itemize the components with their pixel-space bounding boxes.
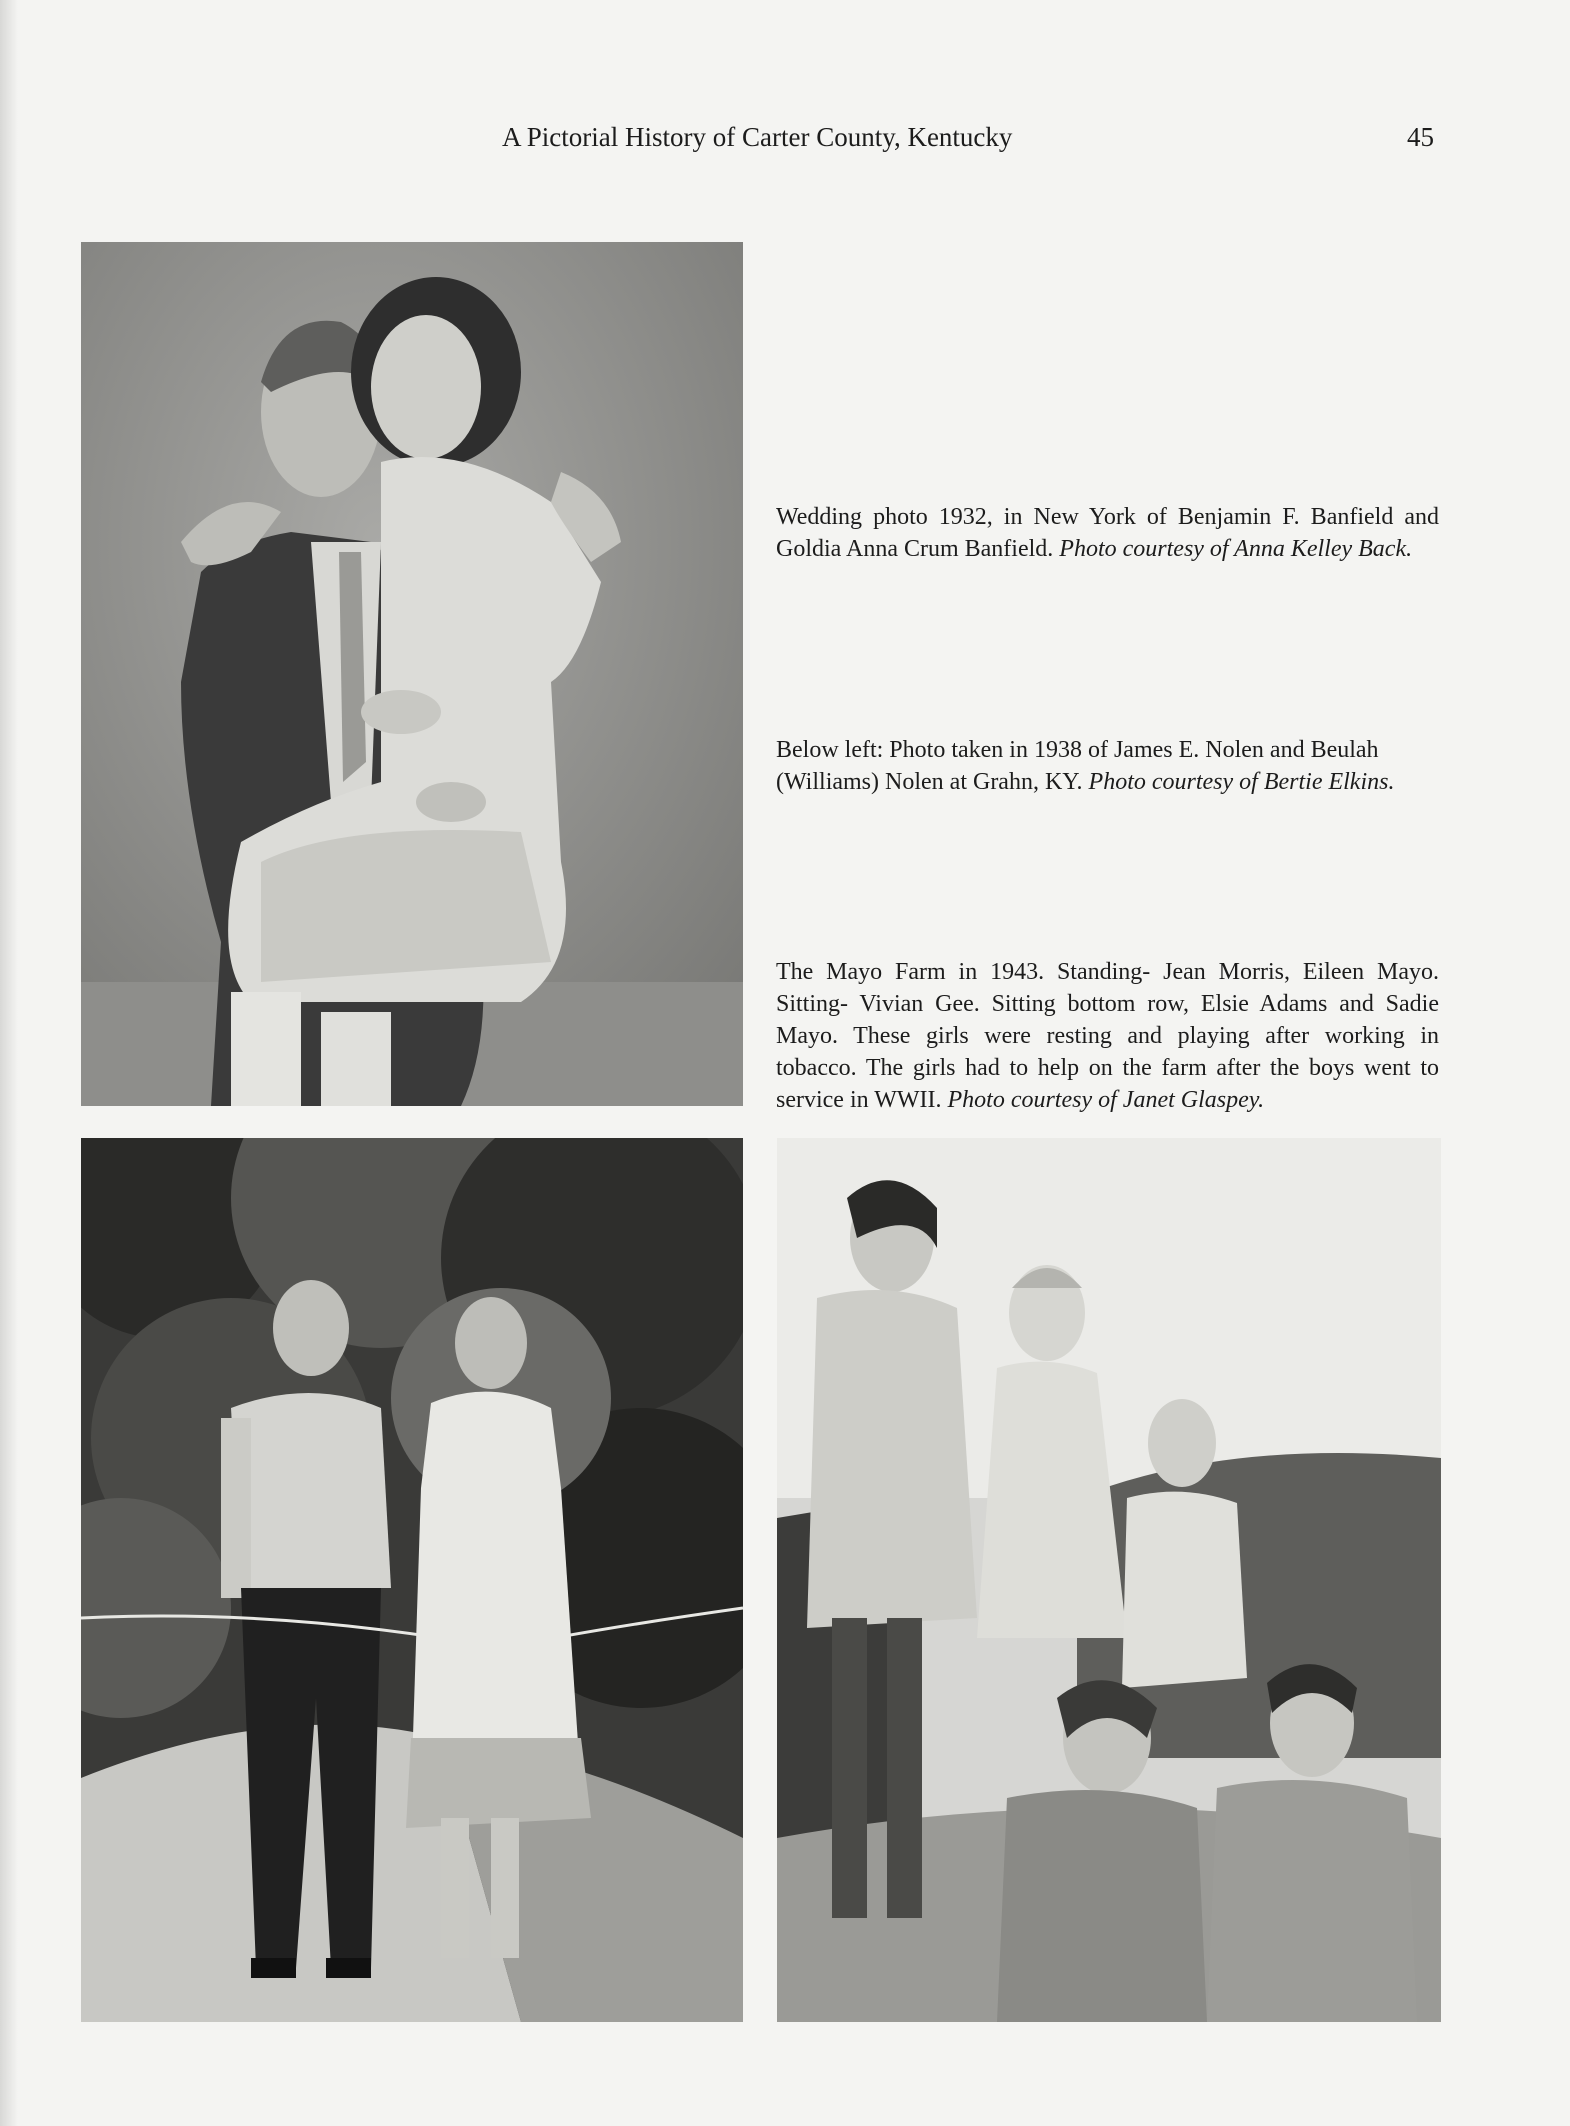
wedding-caption <box>776 501 1439 565</box>
page-gutter-shadow <box>0 0 18 2126</box>
mayo-caption <box>776 956 1439 1116</box>
wedding-photo-credit: Photo courtesy of Anna Kelley Back. <box>1059 536 1413 562</box>
nolen-caption-text: Below left: Photo taken in 1938 of James E. Nolen and Beulah (Williams) Nolen at Grahn, KY. <box>776 737 1379 795</box>
mayo-photo-credit: Photo courtesy of Janet Glaspey. <box>947 1087 1265 1113</box>
wedding-caption-text: Wedding photo 1932, in New York of Benjamin F. Banfield and Goldia Anna Crum Banfield. <box>776 504 1439 562</box>
mayo-caption-text: The Mayo Farm in 1943. Standing- Jean Morris, Eileen Mayo. Sitting- Vivian Gee. Sitting bottom row, Elsie Adams and Sadie Mayo. These girls were resting and playing after working in tobacco. The girls had to help on the farm after the boys went to service in WWII. <box>776 959 1439 1113</box>
nolen-couple-photo <box>81 1138 743 2022</box>
mayo-farm-photo <box>777 1138 1441 2022</box>
book-title: A Pictorial History of Carter County, Kentucky <box>502 122 1013 152</box>
page-number: 45 <box>1407 122 1434 152</box>
nolen-caption <box>776 734 1439 798</box>
nolen-photo-credit: Photo courtesy of Bertie Elkins. <box>1088 769 1395 795</box>
wedding-photo <box>81 242 743 1106</box>
